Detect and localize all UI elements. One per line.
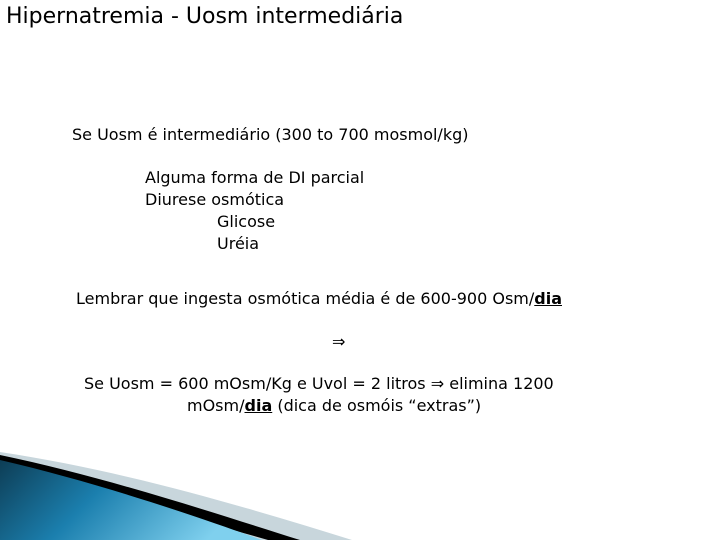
slide-title: Hipernatremia - Uosm intermediária [6, 4, 404, 29]
implies-arrow-icon: ⇒ [332, 332, 346, 351]
cause-item-partial-di: Alguma forma de DI parcial [145, 168, 365, 187]
wave-black-band [0, 455, 300, 540]
example-line-1: Se Uosm = 600 mOsm/Kg e Uvol = 2 litros ⇒ elimina 1200 [84, 374, 554, 393]
subcause-item-glucose: Glicose [217, 212, 276, 231]
example-prefix: mOsm/ [187, 396, 245, 415]
example-suffix: (dica de osmóis “extras”) [272, 396, 482, 415]
reminder-text [76, 288, 562, 310]
example-line-2 [187, 395, 481, 417]
reminder-prefix: Lembrar que ingesta osmótica média é de 600-900 Osm/ [76, 289, 535, 308]
intro-text: Se Uosm é intermediário (300 to 700 mosmol/kg) [72, 125, 469, 144]
subcause-item-urea: Uréia [217, 234, 260, 253]
reminder-unit: dia [534, 289, 562, 308]
cause-item-osmotic-diuresis: Diurese osmótica [145, 190, 285, 209]
wave-silver-band [0, 452, 352, 540]
wave-blue-band [0, 460, 262, 540]
example-unit: dia [244, 396, 273, 415]
